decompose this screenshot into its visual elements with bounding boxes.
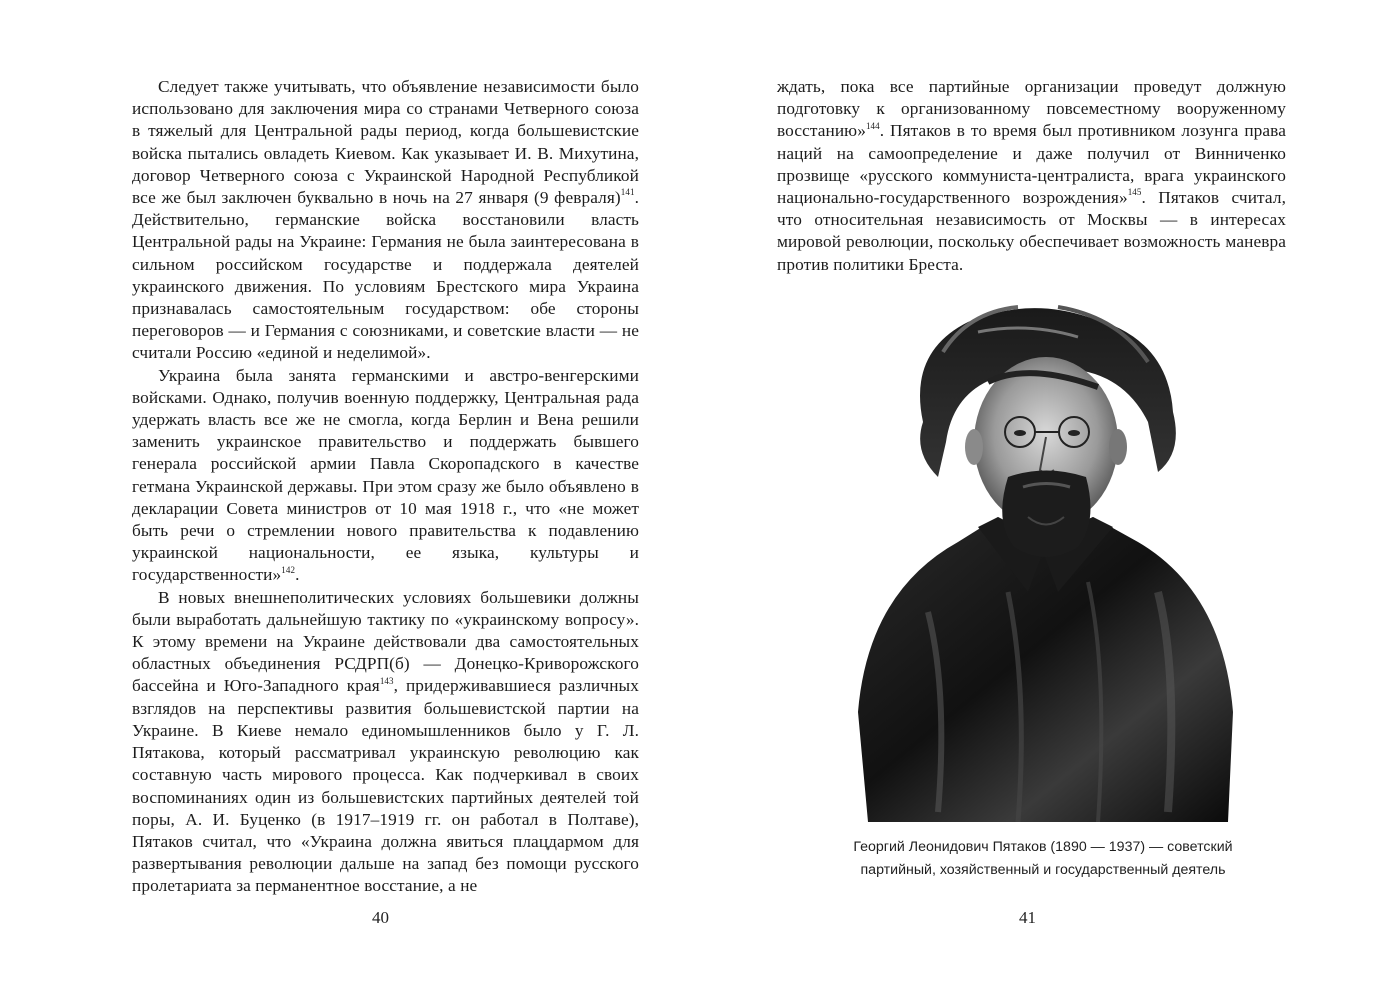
- paragraph: ждать, пока все партийные организации проведут должную подготовку к организованному повсеместному вооруженному восстанию»$^{144}$. Пятаков в то время был противником лозунга права наций на самоопределение и даже получил от Винниченко прозвище «русского коммуниста-централиста, врага украинского национально-государственного возрождения»$^{145}$. Пятаков считал, что относительная независимость от Москвы — в интересах мировой революции, поскольку обеспечивает возможность маневра против политики Бреста.: [777, 77, 1286, 274]
- left-page: [0, 0, 695, 1000]
- footnote-ref[interactable]: 143: [379, 675, 394, 686]
- paragraph: Украина была занята германскими и австро-венгерскими войсками. Однако, получив военную поддержку, Центральная рада удержать власть все же не смогла, когда Берлин и Вена решили заменить украинское правительство и поддержать бывшего генерала российской армии Павла Скоропадского в качестве гетмана Украинской державы. При этом сразу же было объявлено в декларации Совета министров от 10 мая 1918 г., что «не может быть речи о стремлении нового правительства к подавлению украинской национальности, ее языка, культуры и государственности»$^{142}$.: [132, 365, 639, 585]
- page-number: 40: [372, 908, 389, 927]
- footnote-ref[interactable]: 141: [620, 187, 635, 198]
- right-page-text: [777, 76, 1286, 276]
- portrait-illustration: [828, 292, 1260, 822]
- page-number: 41: [1019, 908, 1036, 927]
- photo-caption: [813, 836, 1273, 882]
- footnote-ref[interactable]: 145: [1127, 187, 1142, 198]
- paragraph: В новых внешнеполитических условиях большевики должны были выработать дальнейшую тактику по «украинскому вопросу». К этому времени на Украине действовали два самостоятельных областных объединения РСДРП(б) — Донецко-Криворожского бассейна и Юго-Западного края$^{143}$, придерживавшиеся различных взглядов на перспективы развития большевистской партии на Украине. В Киеве немало единомышленников было у Г. Л. Пятакова, который рассматривал украинскую революцию как составную часть мирового процесса. Как подчеркивал в своих воспоминаниях один из большевистских партийных деятелей той поры, А. И. Буценко (в 1917–1919 гг. он работал в Полтаве), Пятаков считал, что «Украина должна явиться плацдармом для развертывания революции дальше на запад без помощи русского пролетариата за перманентное восстание, а не: [132, 587, 639, 896]
- portrait-photo: [828, 292, 1260, 822]
- caption-line: Георгий Леонидович Пятаков (1890 — 1937) — советский: [853, 839, 1233, 855]
- caption-line: партийный, хозяйственный и государственный деятель: [860, 862, 1226, 878]
- footnote-ref[interactable]: 142: [281, 564, 296, 575]
- right-page: [695, 0, 1391, 1000]
- left-page-text: [132, 76, 639, 898]
- footnote-ref[interactable]: 144: [865, 120, 880, 131]
- paragraph: Следует также учитывать, что объявление независимости было использовано для заключения мира со странами Четверного союза в тяжелый для Центральной рады период, когда большевистские войска пытались овладеть Киевом. Как указывает И. В. Михутина, договор Четверного союза с Украинской Народной Республикой все же был заключен буквально в ночь на 27 января (9 февраля)$^{141}$. Действительно, германские войска восстановили власть Центральной рады на Украине: Германия не была заинтересована в сильном российском государстве и поддержала деятелей украинского движения. По условиям Брестского мира Украина признавалась самостоятельным государством: обе стороны переговоров — и Германия с союзниками, и советские власти — не считали Россию «единой и неделимой».: [132, 77, 639, 363]
